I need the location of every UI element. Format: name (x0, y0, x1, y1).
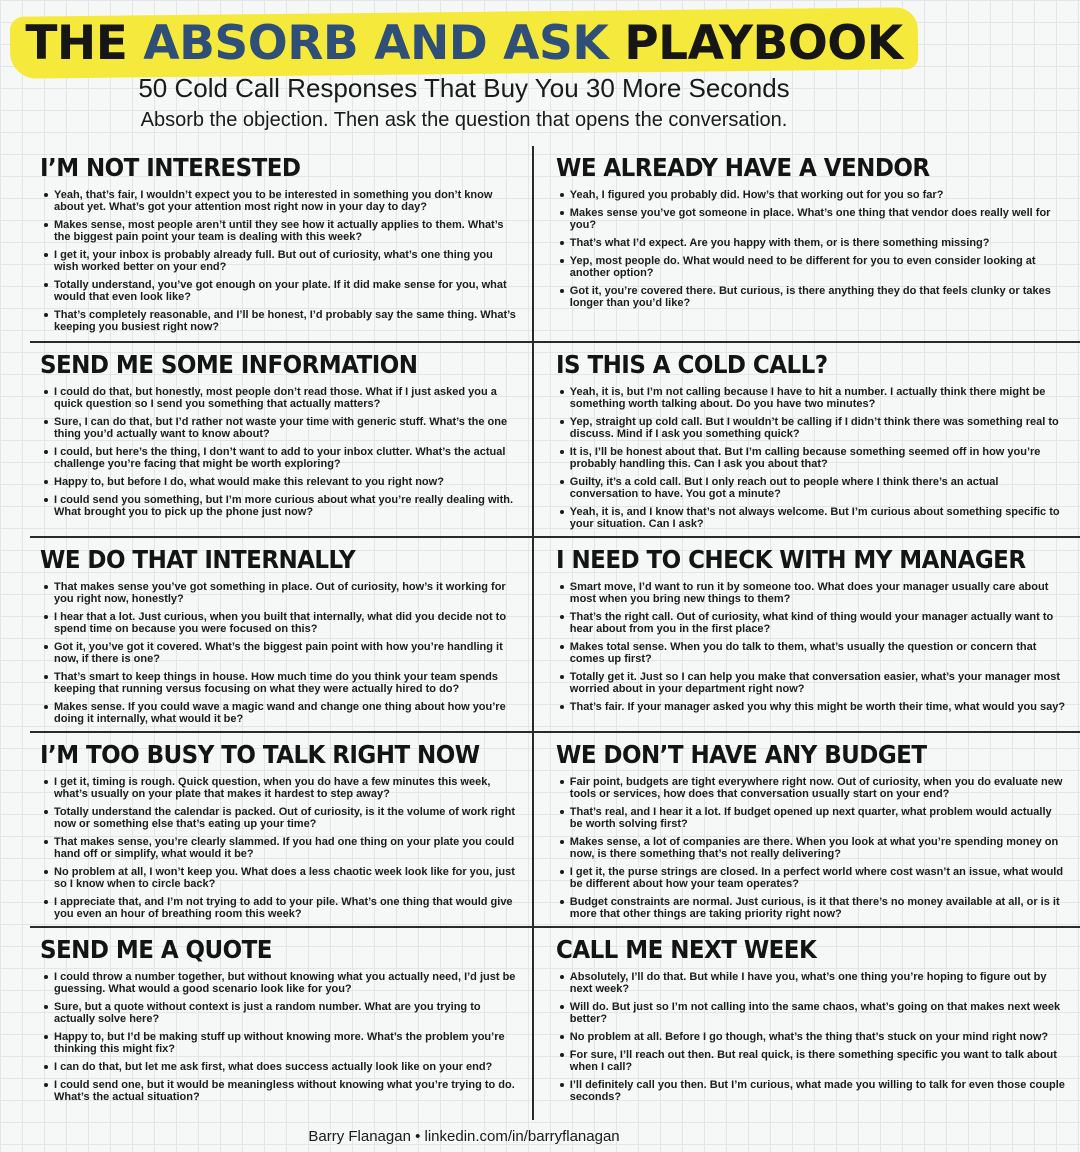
section-heading: SEND ME A QUOTE (40, 934, 272, 964)
objection-section (534, 146, 1080, 341)
objection-section (534, 536, 1080, 731)
response-item: I could send one, but it would be meaningless without knowing what you’re trying to do. What’s the actual situation? (54, 1079, 518, 1103)
response-item: Yep, straight up cold call. But I wouldn’t be calling if I didn’t think there was something real to discuss. Mind if I ask you something quick? (570, 416, 1066, 440)
section-heading: I’M NOT INTERESTED (40, 153, 301, 182)
response-item: I could send you something, but I’m more curious about what you’re really dealing with. What brought you to pick up the phone just now? (54, 494, 518, 518)
response-item: Budget constraints are normal. Just curious, is it that there’s no money available at all, or is it more that other things are taking priority right now? (570, 896, 1066, 920)
response-list (40, 386, 518, 518)
subtitle: 50 Cold Call Responses That Buy You 30 More Seconds (138, 73, 790, 103)
response-item: That’s fair. If your manager asked you why this might be worth their time, what would you say? (569, 700, 1066, 713)
response-item: For sure, I’ll reach out then. But real quick, is there something specific you want to talk about when I call? (570, 1049, 1066, 1073)
section-heading: I’M TOO BUSY TO TALK RIGHT NOW (40, 739, 480, 769)
response-item: Got it, you’ve got it covered. What’s the biggest pain point with how you’re handling it now, if there is one? (54, 641, 518, 665)
response-item: Yeah, I figured you probably did. How’s that working out for you so far? (570, 189, 1066, 201)
response-item: I appreciate that, and I’m not trying to add to your pile. What’s one thing that would give you even an hour of breathing room this week? (54, 896, 518, 920)
response-item: Totally get it. Just so I can help you make that conversation easier, what’s your manager most worried about in your department right now? (570, 671, 1066, 695)
section-heading: IS THIS A COLD CALL? (555, 349, 828, 379)
objection-section (30, 341, 534, 536)
response-item: I can do that, but let me ask first, what does success actually look like on your end? (54, 1061, 518, 1073)
section-heading: WE DO THAT INTERNALLY (40, 544, 356, 574)
response-item: Yeah, it is, but I’m not calling because I have to hit a number. I actually think there might be something worth talking about. Do you have two minutes? (570, 386, 1066, 410)
title-accent: ABSORB AND ASK (143, 16, 609, 71)
response-item: I could throw a number together, but without knowing what you actually need, I’d just be guessing. What would a good scenario look like for you? (54, 971, 518, 995)
response-item: It is, I’ll be honest about that. But I’m calling because something seemed off in how you’re probably handling this. Can I ask you about that? (570, 446, 1066, 470)
response-item: Smart move, I’d want to run it by someone too. What does your manager usually care about most when you bring new things to them? (570, 581, 1066, 605)
response-item: Makes sense. If you could wave a magic wand and change one thing about how you’re doing it internally, what would it be? (54, 701, 518, 725)
objection-grid (30, 146, 1066, 1120)
response-item: Absolutely, I’ll do that. But while I have you, what’s one thing you’re hoping to figure out by next week? (570, 971, 1066, 995)
response-item: That’s completely reasonable, and I’ll be honest, I’d probably say the same thing. What’s keeping you busiest right now? (54, 309, 516, 333)
tagline: Absorb the objection. Then ask the question that opens the conversation. (140, 109, 788, 131)
title-part-2: PLAYBOOK (608, 16, 903, 71)
response-item: Sure, I can do that, but I’d rather not waste your time with generic stuff. What’s the one thing you’d actually want to know about? (54, 416, 518, 440)
objection-section (534, 926, 1080, 1121)
response-item: I could, but here’s the thing, I don’t want to add to your inbox clutter. What’s the actual challenge you’re facing that might be worth exploring? (54, 446, 518, 470)
response-item: That’s what I’d expect. Are you happy with them, or is there something missing? (570, 237, 1066, 249)
header (0, 0, 928, 140)
response-item: No problem at all. Before I go though, what’s the thing that’s stuck on your mind right now? (570, 1031, 1066, 1043)
response-item: Guilty, it’s a cold call. But I only reach out to people where I think there’s an actual conversation to have. You got a minute? (570, 476, 1066, 500)
response-item: Will do. But just so I’m not calling into the same chaos, what’s going on that makes next week better? (570, 1001, 1066, 1025)
response-list (556, 971, 1066, 1103)
response-item: That’s the right call. Out of curiosity, what kind of thing would your manager actually want to hear about from you in the first place? (570, 611, 1066, 635)
objection-section (30, 146, 534, 341)
response-item: Makes total sense. When you do talk to them, what’s usually the question or concern that comes up first? (570, 641, 1066, 665)
objection-section (534, 731, 1080, 926)
response-item: I get it, timing is rough. Quick question, when you do have a few minutes this week, what’s usually on your plate that makes it hardest to step away? (54, 776, 518, 800)
response-item: Happy to, but before I do, what would make this relevant to you right now? (54, 476, 518, 488)
response-list (556, 189, 1066, 309)
title-part-1: THE (25, 16, 144, 71)
response-item: Got it, you’re covered there. But curious, is there anything they do that feels clunky or takes longer than you’d like? (570, 285, 1066, 309)
section-heading: WE ALREADY HAVE A VENDOR (555, 153, 930, 182)
response-item: Yeah, it is, and I know that’s not always welcome. But I’m curious about something specific to your situation. Can I ask? (570, 506, 1066, 530)
section-heading: I NEED TO CHECK WITH MY MANAGER (555, 544, 1026, 574)
response-item: Fair point, budgets are tight everywhere right now. Out of curiosity, when you do evaluate new tools or services, how does that conversation usually start on your end? (570, 776, 1066, 800)
response-list (556, 776, 1066, 920)
response-item: Happy to, but I’d be making stuff up without knowing more. What’s the problem you’re thinking this might fix? (54, 1031, 518, 1055)
section-heading: WE DON’T HAVE ANY BUDGET (555, 739, 927, 769)
response-list (40, 971, 518, 1103)
response-list (40, 776, 518, 920)
response-item: Sure, but a quote without context is just a random number. What are you trying to actually solve here? (54, 1001, 518, 1025)
response-item: That’s smart to keep things in house. How much time do you think your team spends keeping that running versus focusing on what they were actually hired to do? (54, 671, 518, 695)
response-item: Totally understand the calendar is packed. Out of curiosity, is it the volume of work right now or something else that’s eating up your time? (54, 806, 518, 830)
response-item: I get it, your inbox is probably already full. But out of curiosity, what’s one thing you wish worked better on your end? (54, 249, 518, 273)
response-item: Makes sense you’ve got someone in place. What’s one thing that vendor does really well for you? (570, 207, 1066, 231)
response-item: I get it, the purse strings are closed. In a perfect world where cost wasn’t an issue, what would be different about how your team operates? (570, 866, 1066, 890)
response-list (40, 189, 518, 333)
response-item: I could do that, but honestly, most people don’t read those. What if I just asked you a quick question so I send you something that actually matters? (54, 386, 518, 410)
response-item: I’ll definitely call you then. But I’m curious, what made you willing to talk for even those couple seconds? (569, 1078, 1065, 1103)
objection-section (30, 536, 534, 731)
response-item: Yeah, that’s fair, I wouldn’t expect you to be interested in something you don’t know about yet. What’s got your attention most right now in your day to day? (54, 189, 518, 213)
response-item: I hear that a lot. Just curious, when you built that internally, what did you decide not to spend time on because you were focused on this? (54, 611, 518, 635)
section-heading: SEND ME SOME INFORMATION (40, 349, 418, 379)
response-item: Yep, most people do. What would need to be different for you to even consider looking at another option? (570, 255, 1066, 279)
footer-credit: Barry Flanagan • linkedin.com/in/barryflanagan (308, 1128, 620, 1145)
objection-section (30, 731, 534, 926)
response-item: That’s real, and I hear it a lot. If budget opened up next quarter, what problem would actually be worth solving first? (570, 806, 1066, 830)
response-item: Makes sense, most people aren’t until they see how it actually applies to them. What’s the biggest pain point your team is dealing with this week? (54, 219, 518, 243)
response-item: Totally understand, you’ve got enough on your plate. If it did make sense for you, what would that even look like? (54, 279, 518, 303)
response-list (556, 386, 1066, 530)
response-item: No problem at all, I won’t keep you. What does a less chaotic week look like for you, just so I know when to circle back? (54, 866, 518, 890)
response-item: That makes sense, you’re clearly slammed. If you had one thing on your plate you could hand off or simplify, what would it be? (54, 836, 518, 860)
response-list (556, 581, 1066, 713)
section-heading: CALL ME NEXT WEEK (555, 934, 817, 964)
objection-section (30, 926, 534, 1121)
response-item: Makes sense, a lot of companies are there. When you look at what you’re spending money on now, is there something that’s not really delivering? (570, 836, 1066, 860)
objection-section (534, 341, 1080, 536)
response-item: That makes sense you’ve got something in place. Out of curiosity, how’s it working for you right now, honestly? (54, 581, 518, 605)
page-title (0, 14, 928, 74)
response-list (40, 581, 518, 725)
